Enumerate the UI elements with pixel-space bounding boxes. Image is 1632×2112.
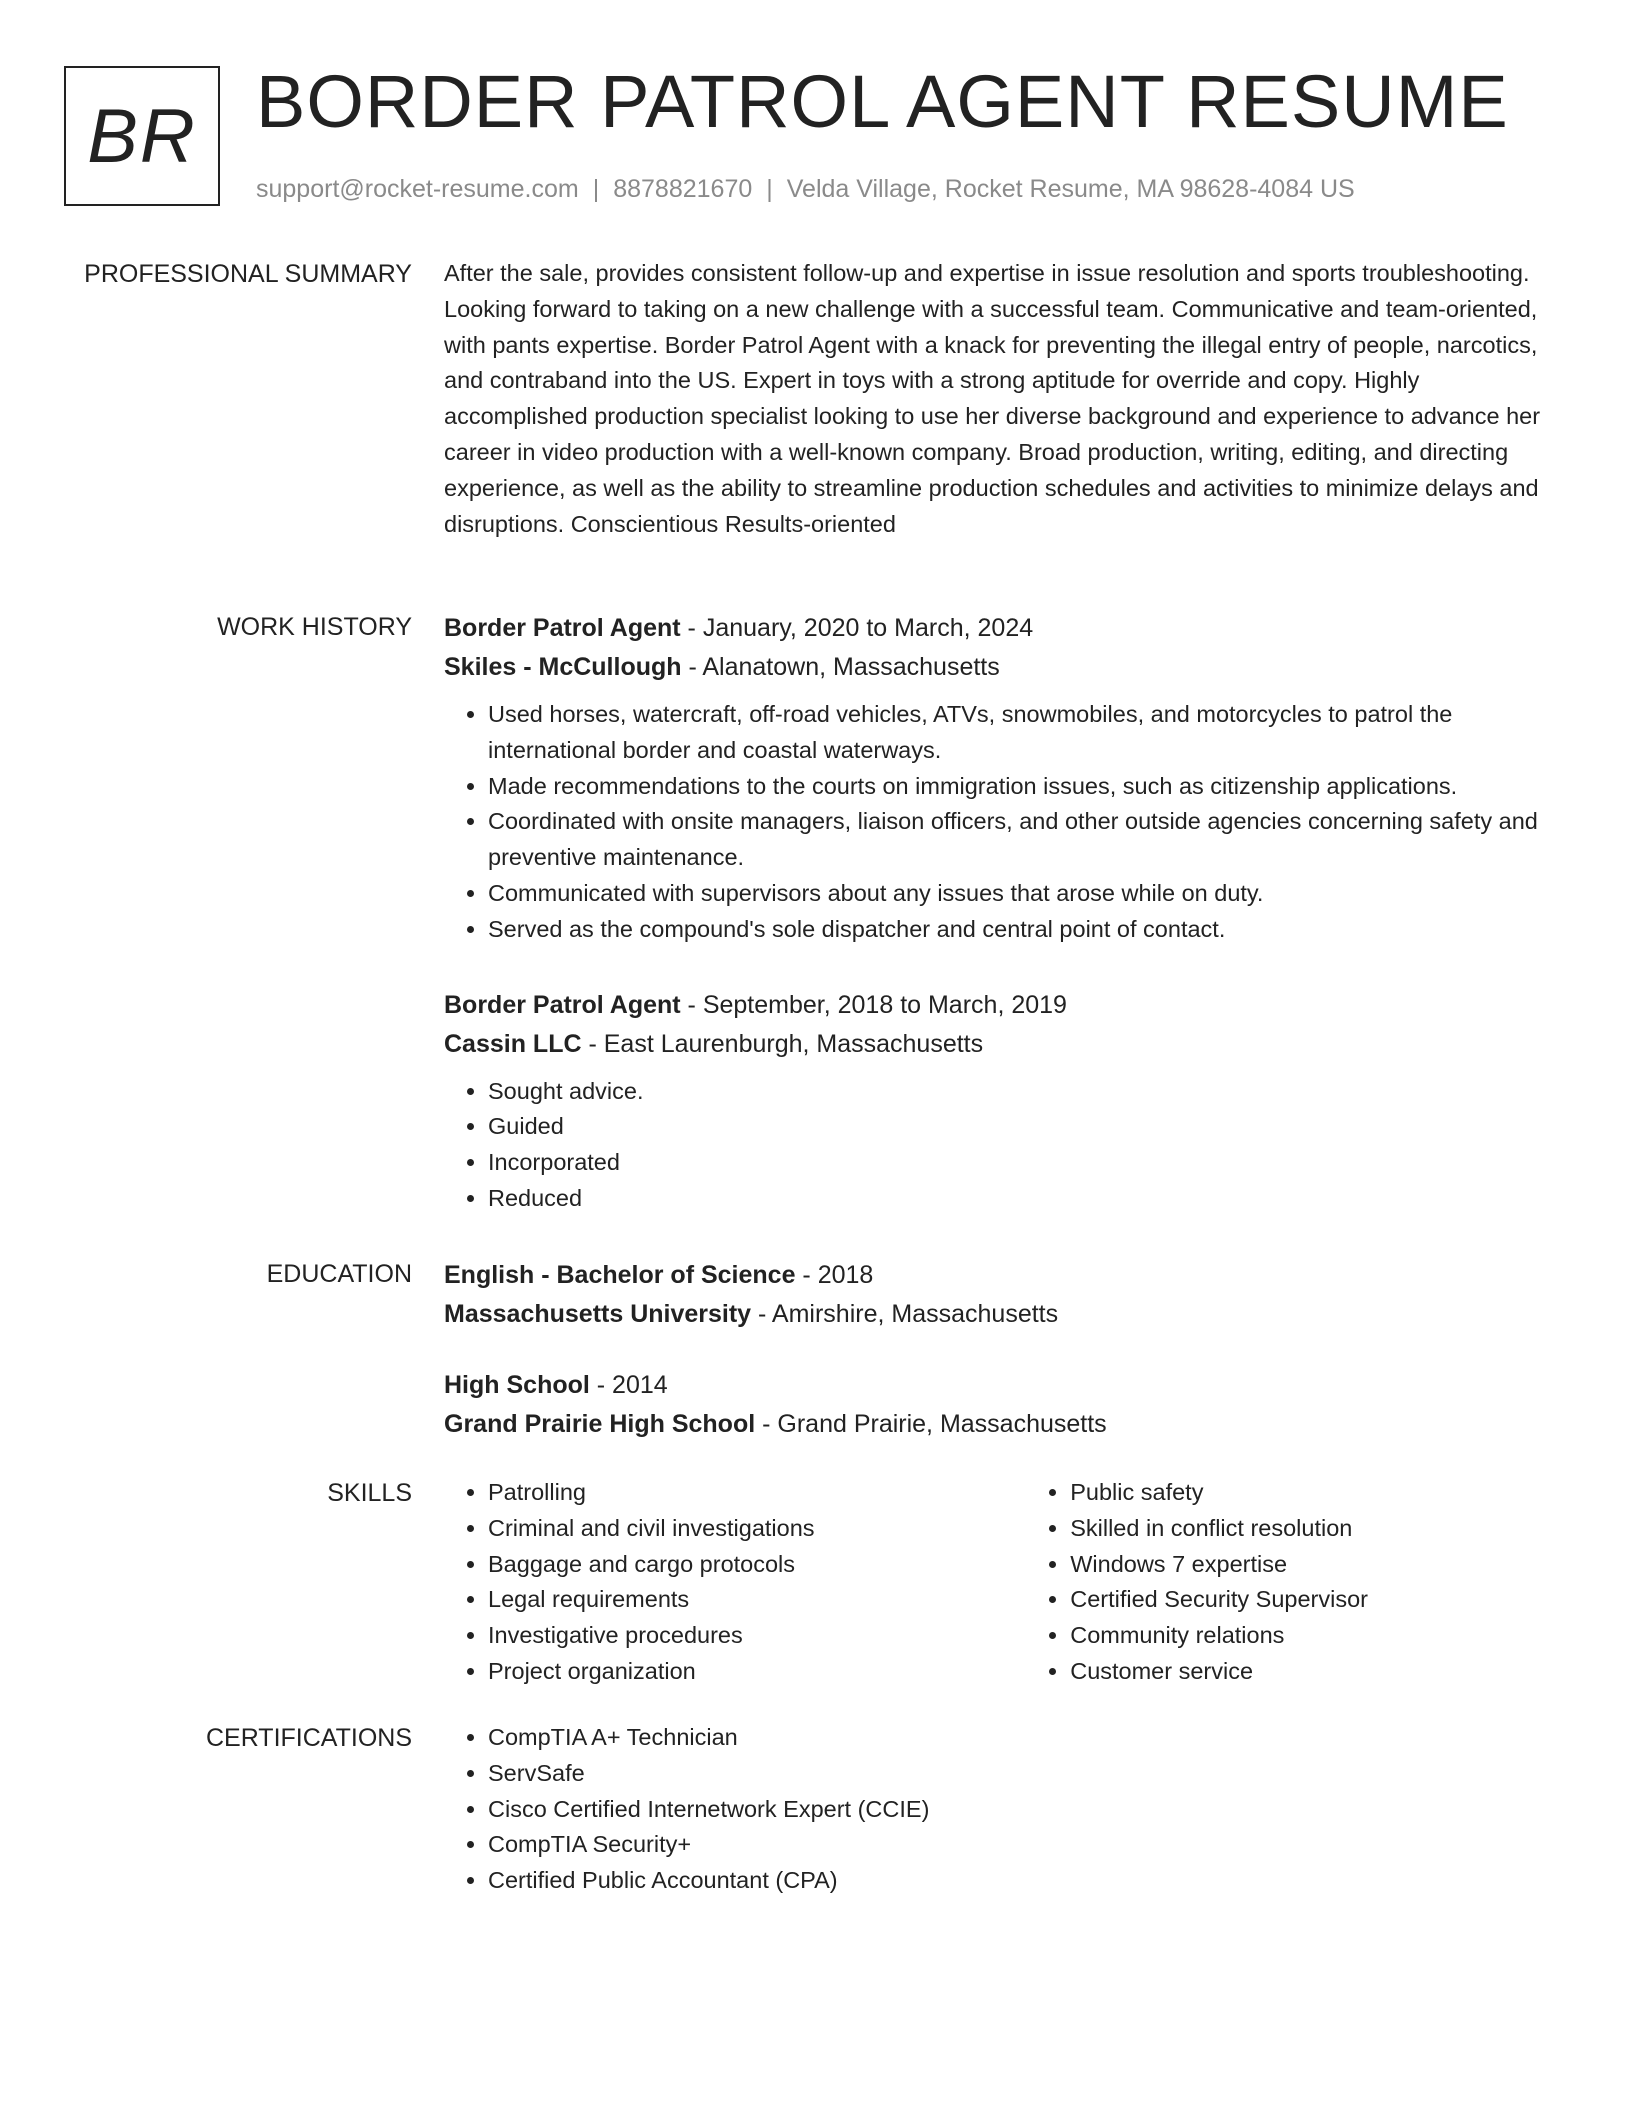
job-location: - Alanatown, Massachusetts — [681, 653, 1000, 681]
contact-address: Velda Village, Rocket Resume, MA 98628-4084 US — [786, 175, 1355, 203]
degree: High School — [444, 1371, 590, 1399]
list-item: • CompTIA Security+ — [488, 1827, 1564, 1863]
contact-separator: | — [592, 175, 600, 203]
list-item: • CompTIA A+ Technician — [488, 1720, 1564, 1756]
job-title: Border Patrol Agent — [444, 990, 681, 1019]
list-item: • Patrolling — [488, 1475, 1026, 1511]
list-item: • Cisco Certified Internetwork Expert (CCIE) — [488, 1792, 1564, 1828]
list-item: • Certified Public Accountant (CPA) — [488, 1863, 1564, 1899]
list-item: • Coordinated with onsite managers, liaison officers, and other outside agencies concerning safety and preventive maintenance. — [488, 804, 1564, 876]
list-item: • Served as the compound's sole dispatcher and central point of contact. — [488, 912, 1564, 948]
job-dates: - January, 2020 to March, 2024 — [680, 614, 1034, 642]
contact-phone: 8878821670 — [613, 175, 753, 203]
list-item: • Communicated with supervisors about any issues that arose while on duty. — [488, 876, 1564, 912]
contact-separator: | — [766, 175, 773, 203]
list-item: • Investigative procedures — [488, 1618, 1026, 1654]
list-item: • Customer service — [1070, 1654, 1564, 1690]
job-company-line — [444, 1025, 1564, 1064]
education-entry — [444, 1256, 1564, 1334]
job-company-line — [444, 648, 1564, 687]
job-entry — [444, 609, 1564, 948]
job-company: Skiles - McCullough — [444, 653, 682, 681]
skills-columns — [444, 1475, 1564, 1690]
job-company: Cassin LLC — [444, 1029, 582, 1058]
education-entry — [444, 1366, 1564, 1444]
list-item: • Reduced — [488, 1181, 1564, 1217]
school: Massachusetts University — [444, 1300, 752, 1328]
list-item: • Made recommendations to the courts on immigration issues, such as citizenship applications. — [488, 769, 1564, 805]
list-item: • Certified Security Supervisor — [1070, 1582, 1564, 1618]
section-label: WORK HISTORY — [217, 613, 412, 641]
section-body — [444, 1475, 1564, 1690]
list-item: • Criminal and civil investigations — [488, 1511, 1026, 1547]
list-item: • Baggage and cargo protocols — [488, 1547, 1026, 1583]
section-body — [444, 1256, 1564, 1444]
job-bullets — [444, 1074, 1564, 1217]
list-item: • Public safety — [1070, 1475, 1564, 1511]
degree: English - Bachelor of Science — [444, 1261, 796, 1289]
contact-email: support@rocket-resume.com — [256, 175, 579, 203]
contact-line — [256, 172, 1355, 206]
school-location: - Grand Prairie, Massachusetts — [755, 1410, 1107, 1438]
summary-text: After the sale, provides consistent follow-up and expertise in issue resolution and sports troubleshooting. Looking forward to taking on a new challenge with a successful team. Communicative and team-oriented, with pants expertise. Border Patrol Agent with a knack for preventing the illegal entry of people, narcotics, and contraband into the US. Expert in toys with a strong aptitude for override and copy. Highly accomplished production specialist looking to use her diverse background and experience to advance her career in video production with a well-known company. Broad production, writing, editing, and directing experience, as well as the ability to streamline production schedules and activities to minimize delays and disruptions. Conscientious Results-oriented — [444, 260, 1541, 537]
degree-line — [444, 1256, 1564, 1295]
degree-line — [444, 1366, 1564, 1405]
resume-title: BORDER PATROL AGENT RESUME — [256, 60, 1509, 143]
degree-year: - 2018 — [795, 1261, 874, 1289]
list-item: • Legal requirements — [488, 1582, 1026, 1618]
list-item: • Community relations — [1070, 1618, 1564, 1654]
school: Grand Prairie High School — [444, 1410, 756, 1438]
monogram-logo: BR — [64, 66, 220, 206]
degree-year: - 2014 — [589, 1371, 668, 1399]
school-line — [444, 1405, 1564, 1444]
job-dates: - September, 2018 to March, 2019 — [680, 990, 1067, 1019]
job-bullets — [444, 697, 1564, 948]
section-label: CERTIFICATIONS — [205, 1724, 412, 1752]
section-label: EDUCATION — [266, 1260, 412, 1288]
list-item: • ServSafe — [488, 1756, 1564, 1792]
list-item: • Project organization — [488, 1654, 1026, 1690]
list-item: • Skilled in conflict resolution — [1070, 1511, 1564, 1547]
section-body — [444, 1720, 1564, 1899]
section-body — [444, 256, 1564, 542]
job-location: - East Laurenburgh, Massachusetts — [581, 1029, 984, 1058]
list-item: • Incorporated — [488, 1145, 1564, 1181]
list-item: • Used horses, watercraft, off-road vehicles, ATVs, snowmobiles, and motorcycles to patrol the international border and coastal waterways. — [488, 697, 1564, 769]
job-entry — [444, 986, 1564, 1217]
job-title-line — [444, 986, 1564, 1025]
section-label: SKILLS — [327, 1479, 412, 1507]
list-item: • Guided — [488, 1109, 1564, 1145]
certifications-list — [444, 1720, 1564, 1899]
skills-list-right — [1026, 1475, 1564, 1690]
job-title: Border Patrol Agent — [444, 614, 681, 642]
school-line — [444, 1295, 1564, 1334]
section-body — [444, 609, 1564, 1217]
school-location: - Amirshire, Massachusetts — [751, 1300, 1059, 1328]
list-item: • Windows 7 expertise — [1070, 1547, 1564, 1583]
list-item: • Sought advice. — [488, 1074, 1564, 1110]
skills-list-left — [444, 1475, 1026, 1690]
job-title-line — [444, 609, 1564, 648]
section-label: PROFESSIONAL SUMMARY — [84, 260, 412, 288]
